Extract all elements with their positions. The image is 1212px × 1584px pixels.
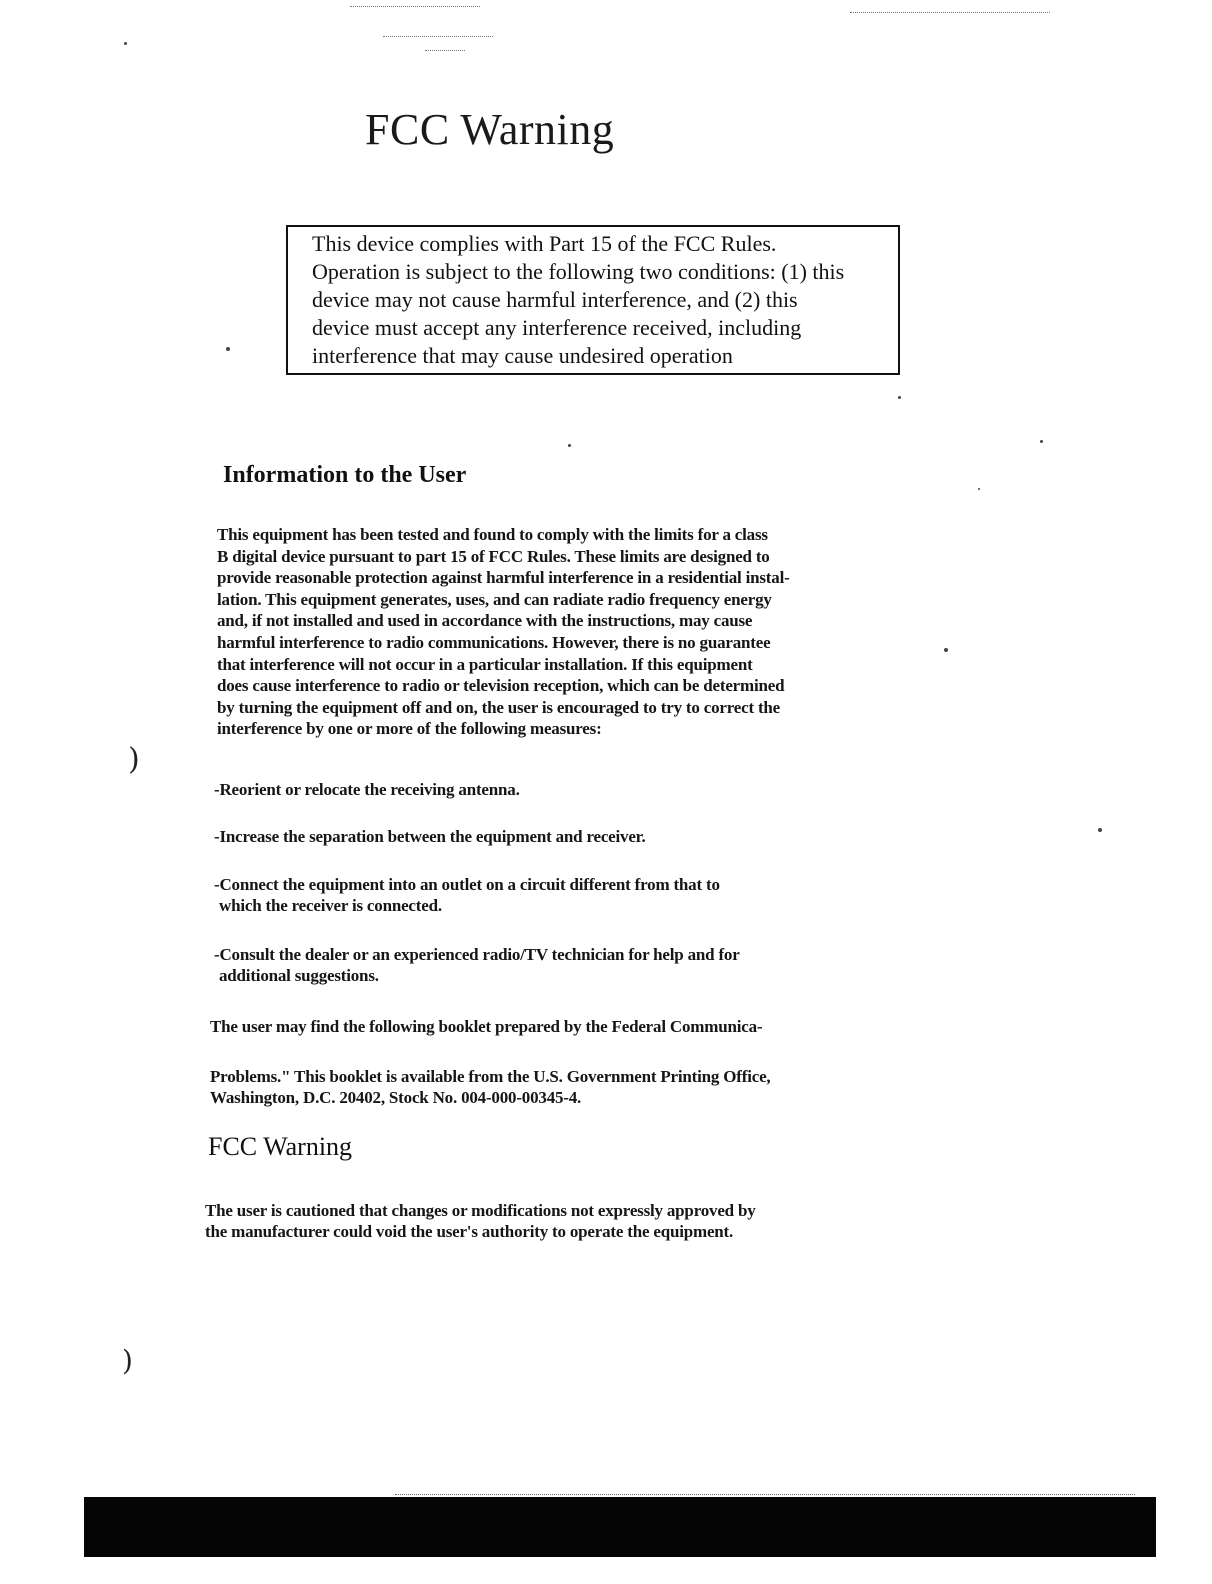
scan-noise bbox=[350, 6, 480, 8]
speck bbox=[568, 444, 571, 447]
info-body-line: lation. This equipment generates, uses, and can radiate radio frequency energy bbox=[217, 589, 772, 609]
margin-mark: ) bbox=[128, 742, 140, 777]
info-body-line: This equipment has been tested and found to comply with the limits for a class bbox=[217, 525, 768, 544]
notice-line: This device complies with Part 15 of the FCC Rules. bbox=[312, 231, 777, 256]
info-body bbox=[217, 524, 877, 740]
info-body-line: that interference will not occur in a particular installation. If this equipment bbox=[217, 654, 753, 674]
speck bbox=[978, 488, 980, 490]
scan-noise bbox=[383, 36, 493, 38]
scan-noise bbox=[850, 12, 1050, 14]
booklet-line: Washington, D.C. 20402, Stock No. 004-000-00345-4. bbox=[210, 1088, 582, 1107]
compliance-notice-box bbox=[286, 225, 900, 375]
speck bbox=[124, 42, 127, 45]
measure-item bbox=[214, 944, 740, 986]
notice-line: Operation is subject to the following two conditions: (1) this bbox=[312, 259, 845, 284]
measure-text: -Reorient or relocate the receiving antenna. bbox=[214, 780, 520, 799]
speck bbox=[898, 396, 901, 399]
info-body-line: interference by one or more of the following measures: bbox=[217, 719, 602, 739]
scan-bottom-bar bbox=[84, 1497, 1156, 1557]
info-body-line: by turning the equipment off and on, the user is encouraged to try to correct the bbox=[217, 697, 781, 717]
speck bbox=[1098, 828, 1102, 832]
info-body-line: B digital device pursuant to part 15 of FCC Rules. These limits are designed to bbox=[217, 546, 770, 566]
measure-text: -Consult the dealer or an experienced radio/TV technician for help and for bbox=[214, 945, 740, 964]
scan-noise bbox=[425, 50, 465, 52]
caution-line: The user is cautioned that changes or modifications not expressly approved by bbox=[205, 1201, 756, 1220]
warning-heading: FCC Warning bbox=[208, 1132, 353, 1161]
measure-item bbox=[214, 826, 646, 847]
notice-line: device may not cause harmful interference, and (2) this bbox=[312, 287, 798, 312]
notice-line: device must accept any interference received, including bbox=[312, 315, 802, 340]
booklet-line: Problems." This booklet is available from the U.S. Government Printing Office, bbox=[210, 1067, 771, 1086]
speck bbox=[226, 347, 230, 351]
measure-text-continued: which the receiver is connected. bbox=[219, 896, 442, 915]
caution-paragraph bbox=[205, 1200, 756, 1242]
measure-text: -Connect the equipment into an outlet on a circuit different from that to bbox=[214, 875, 720, 894]
info-body-line: and, if not installed and used in accordance with the instructions, may cause bbox=[217, 611, 753, 631]
measure-text-continued: additional suggestions. bbox=[219, 966, 379, 985]
caution-line: the manufacturer could void the user's authority to operate the equipment. bbox=[205, 1222, 734, 1241]
speck bbox=[1040, 440, 1043, 443]
speck bbox=[944, 648, 948, 652]
booklet-line: The user may find the following booklet prepared by the Federal Communica- bbox=[210, 1017, 763, 1036]
info-body-line: does cause interference to radio or television reception, which can be determined bbox=[217, 676, 785, 696]
measure-item bbox=[214, 779, 520, 800]
page-title: FCC Warning bbox=[365, 105, 615, 154]
notice-line: interference that may cause undesired operation bbox=[312, 343, 733, 368]
info-heading: Information to the User bbox=[223, 462, 467, 488]
booklet-paragraph bbox=[210, 1066, 770, 1108]
margin-mark: ) bbox=[122, 1344, 133, 1377]
measure-item bbox=[214, 874, 720, 916]
measure-text: -Increase the separation between the equipment and receiver. bbox=[214, 827, 646, 846]
info-body-line: harmful interference to radio communications. However, there is no guarantee bbox=[217, 632, 771, 652]
info-body-line: provide reasonable protection against harmful interference in a residential instal- bbox=[217, 568, 790, 588]
